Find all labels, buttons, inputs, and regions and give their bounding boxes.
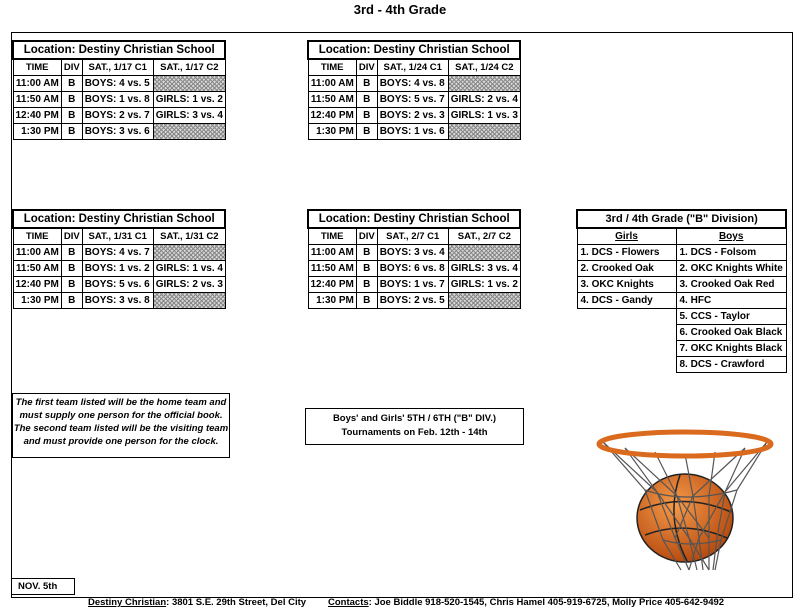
col-header-div: DIV xyxy=(356,59,377,76)
girls-team: 4. DCS - Gandy xyxy=(577,293,676,309)
time-cell: 12:40 PM xyxy=(308,277,356,293)
schedule-table-3 xyxy=(12,209,226,309)
court2-game: GIRLS: 2 vs. 3 xyxy=(153,277,225,293)
court2-game: GIRLS: 1 vs. 3 xyxy=(448,108,520,124)
div-cell: B xyxy=(356,108,377,124)
tournament-notice xyxy=(305,408,524,445)
court2-game: GIRLS: 2 vs. 4 xyxy=(448,92,520,108)
table-row xyxy=(577,309,786,325)
court1-game: BOYS: 2 vs. 3 xyxy=(377,108,448,124)
division-teams-table xyxy=(576,209,787,373)
table-row xyxy=(13,261,225,277)
boys-team: 1. DCS - Folsom xyxy=(676,245,786,261)
div-cell: B xyxy=(356,92,377,108)
col-header-time: TIME xyxy=(13,228,61,245)
table-row xyxy=(577,277,786,293)
note-line: The second team listed will be the visiting team xyxy=(13,423,229,434)
court2-game-empty xyxy=(448,124,520,140)
table-row xyxy=(577,357,786,373)
time-cell: 11:00 AM xyxy=(13,76,61,92)
div-cell: B xyxy=(356,124,377,140)
footer-contacts xyxy=(328,597,724,608)
court2-game-empty xyxy=(153,245,225,261)
court1-game: BOYS: 3 vs. 8 xyxy=(82,293,153,309)
basketball-hoop-icon xyxy=(585,420,785,580)
girls-team: 1. DCS - Flowers xyxy=(577,245,676,261)
div-cell: B xyxy=(61,245,82,261)
note-line: The first team listed will be the home team and xyxy=(15,397,227,408)
boys-team: 2. OKC Knights White xyxy=(676,261,786,277)
table-row xyxy=(308,124,520,140)
div-cell: B xyxy=(356,261,377,277)
table-row xyxy=(13,277,225,293)
table-row xyxy=(308,76,520,92)
boys-team: 4. HFC xyxy=(676,293,786,309)
table-row xyxy=(308,277,520,293)
court2-game: GIRLS: 3 vs. 4 xyxy=(448,261,520,277)
boys-header: Boys xyxy=(676,228,786,245)
col-header-court1: SAT., 1/24 C1 xyxy=(377,59,448,76)
table-row xyxy=(308,293,520,309)
time-cell: 12:40 PM xyxy=(13,108,61,124)
footer-org xyxy=(88,597,306,608)
schedule-table-4 xyxy=(307,209,521,309)
location-label: Location: Destiny Christian School xyxy=(308,41,520,59)
court1-game: BOYS: 2 vs. 7 xyxy=(82,108,153,124)
footer-org-label: Destiny Christian xyxy=(88,597,167,608)
div-cell: B xyxy=(356,245,377,261)
div-cell: B xyxy=(356,76,377,92)
time-cell: 11:50 AM xyxy=(13,261,61,277)
location-label: Location: Destiny Christian School xyxy=(13,210,225,228)
time-cell: 11:00 AM xyxy=(13,245,61,261)
col-header-time: TIME xyxy=(308,59,356,76)
col-header-time: TIME xyxy=(13,59,61,76)
col-header-court2: SAT., 1/31 C2 xyxy=(153,228,225,245)
note-line: must supply one person for the official book. xyxy=(19,410,223,421)
location-label: Location: Destiny Christian School xyxy=(308,210,520,228)
court2-game-empty xyxy=(153,293,225,309)
footer-contacts-label: Contacts xyxy=(328,597,369,608)
table-row xyxy=(308,261,520,277)
girls-team: 3. OKC Knights xyxy=(577,277,676,293)
col-header-court1: SAT., 1/31 C1 xyxy=(82,228,153,245)
boys-team: 6. Crooked Oak Black xyxy=(676,325,786,341)
div-cell: B xyxy=(356,293,377,309)
court1-game: BOYS: 5 vs. 6 xyxy=(82,277,153,293)
col-header-div: DIV xyxy=(61,228,82,245)
div-cell: B xyxy=(61,277,82,293)
time-cell: 11:50 AM xyxy=(308,261,356,277)
footer-address: : 3801 S.E. 29th Street, Del City xyxy=(166,597,307,608)
time-cell: 12:40 PM xyxy=(13,277,61,293)
date-box: NOV. 5th xyxy=(11,578,75,595)
court2-game: GIRLS: 1 vs. 2 xyxy=(448,277,520,293)
boys-team: 5. CCS - Taylor xyxy=(676,309,786,325)
col-header-court1: SAT., 2/7 C1 xyxy=(377,228,448,245)
time-cell: 12:40 PM xyxy=(308,108,356,124)
table-row xyxy=(577,341,786,357)
col-header-court1: SAT., 1/17 C1 xyxy=(82,59,153,76)
court1-game: BOYS: 4 vs. 5 xyxy=(82,76,153,92)
court1-game: BOYS: 4 vs. 8 xyxy=(377,76,448,92)
table-row xyxy=(577,245,786,261)
tournament-line: Tournaments on Feb. 12th - 14th xyxy=(341,427,488,438)
court2-game-empty xyxy=(153,124,225,140)
boys-team: 7. OKC Knights Black xyxy=(676,341,786,357)
tournament-line: Boys' and Girls' 5TH / 6TH ("B" DIV.) xyxy=(332,413,497,424)
time-cell: 11:00 AM xyxy=(308,245,356,261)
div-cell: B xyxy=(61,76,82,92)
col-header-div: DIV xyxy=(356,228,377,245)
girls-header: Girls xyxy=(577,228,676,245)
location-label: Location: Destiny Christian School xyxy=(13,41,225,59)
time-cell: 1:30 PM xyxy=(13,124,61,140)
division-title: 3rd / 4th Grade ("B" Division) xyxy=(577,210,786,228)
rim-icon xyxy=(599,432,771,456)
court2-game-empty xyxy=(153,76,225,92)
table-row xyxy=(13,245,225,261)
court2-game: GIRLS: 1 vs. 2 xyxy=(153,92,225,108)
girls-team: 2. Crooked Oak xyxy=(577,261,676,277)
boys-team: 8. DCS - Crawford xyxy=(676,357,786,373)
table-row xyxy=(577,261,786,277)
table-row xyxy=(308,108,520,124)
table-row xyxy=(13,76,225,92)
col-header-court2: SAT., 1/24 C2 xyxy=(448,59,520,76)
div-cell: B xyxy=(61,124,82,140)
page-title: 3rd - 4th Grade xyxy=(353,2,447,17)
footer xyxy=(0,597,800,609)
div-cell: B xyxy=(61,92,82,108)
col-header-time: TIME xyxy=(308,228,356,245)
div-cell: B xyxy=(61,261,82,277)
div-cell: B xyxy=(61,293,82,309)
table-row xyxy=(308,92,520,108)
court2-game: GIRLS: 3 vs. 4 xyxy=(153,108,225,124)
schedule-table-1 xyxy=(12,40,226,140)
time-cell: 11:50 AM xyxy=(308,92,356,108)
boys-team: 3. Crooked Oak Red xyxy=(676,277,786,293)
table-row xyxy=(13,108,225,124)
table-row xyxy=(13,293,225,309)
table-row xyxy=(577,325,786,341)
div-cell: B xyxy=(61,108,82,124)
court1-game: BOYS: 6 vs. 8 xyxy=(377,261,448,277)
col-header-div: DIV xyxy=(61,59,82,76)
court2-game-empty xyxy=(448,76,520,92)
time-cell: 11:00 AM xyxy=(308,76,356,92)
court1-game: BOYS: 5 vs. 7 xyxy=(377,92,448,108)
court2-game: GIRLS: 1 vs. 4 xyxy=(153,261,225,277)
court1-game: BOYS: 4 vs. 7 xyxy=(82,245,153,261)
time-cell: 1:30 PM xyxy=(308,293,356,309)
court1-game: BOYS: 2 vs. 5 xyxy=(377,293,448,309)
time-cell: 1:30 PM xyxy=(13,293,61,309)
court2-game-empty xyxy=(448,245,520,261)
home-visitor-note xyxy=(12,393,230,458)
time-cell: 11:50 AM xyxy=(13,92,61,108)
table-row xyxy=(577,293,786,309)
schedule-table-2 xyxy=(307,40,521,140)
court1-game: BOYS: 3 vs. 6 xyxy=(82,124,153,140)
table-row xyxy=(308,245,520,261)
col-header-court2: SAT., 1/17 C2 xyxy=(153,59,225,76)
note-line: and must provide one person for the clock. xyxy=(23,436,219,447)
court1-game: BOYS: 1 vs. 2 xyxy=(82,261,153,277)
court2-game-empty xyxy=(448,293,520,309)
court1-game: BOYS: 1 vs. 6 xyxy=(377,124,448,140)
table-row xyxy=(13,92,225,108)
div-cell: B xyxy=(356,277,377,293)
court1-game: BOYS: 3 vs. 4 xyxy=(377,245,448,261)
time-cell: 1:30 PM xyxy=(308,124,356,140)
court1-game: BOYS: 1 vs. 8 xyxy=(82,92,153,108)
footer-contacts-text: : Joe Biddle 918-520-1545, Chris Hamel 405-919-6725, Molly Price 405-642-9492 xyxy=(368,597,725,608)
col-header-court2: SAT., 2/7 C2 xyxy=(448,228,520,245)
court1-game: BOYS: 1 vs. 7 xyxy=(377,277,448,293)
table-row xyxy=(13,124,225,140)
